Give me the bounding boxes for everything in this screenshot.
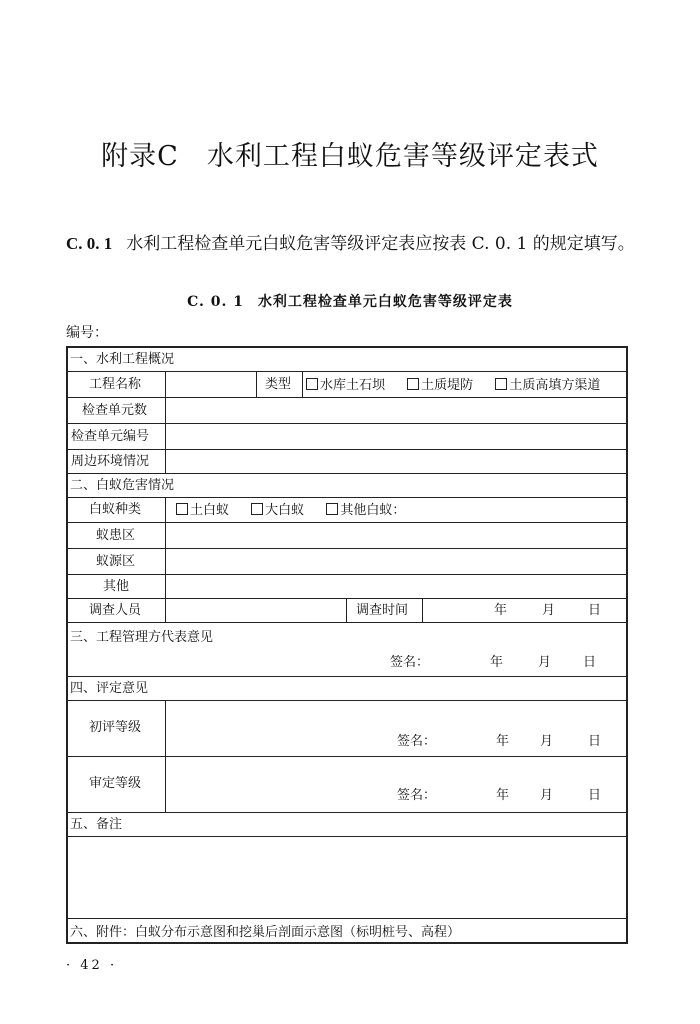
section3-day: 日 <box>583 655 597 670</box>
checkbox-icon[interactable] <box>326 503 338 515</box>
checkbox-icon[interactable] <box>495 378 507 390</box>
initial-grade-day: 日 <box>588 734 602 749</box>
row-divider <box>68 371 626 372</box>
checkbox-icon[interactable] <box>306 378 318 390</box>
column-divider <box>165 497 166 622</box>
row-divider <box>68 812 626 813</box>
section3-sign-label: 签名： <box>390 655 430 670</box>
section2-title: 二、白蚁危害情况 <box>70 478 175 493</box>
row-divider <box>68 574 626 575</box>
species-options <box>176 503 405 517</box>
column-divider <box>302 371 303 397</box>
section1-title: 一、水利工程概况 <box>70 352 175 367</box>
final-grade-sign-label: 签名： <box>397 788 437 803</box>
row-divider <box>68 397 626 398</box>
section6-title: 六、附件：白蚁分布示意图和挖巢后剖面示意图（标明桩号、高程） <box>70 925 461 940</box>
initial-grade-year: 年 <box>496 734 510 749</box>
checkbox-icon[interactable] <box>251 503 263 515</box>
column-divider <box>346 598 347 622</box>
species-option-soil[interactable]: 土白蚁 <box>176 503 229 518</box>
serial-number-label: 编号： <box>66 325 108 341</box>
initial-grade-label: 初评等级 <box>89 720 142 735</box>
final-grade-month: 月 <box>540 788 554 803</box>
row-divider <box>68 676 626 677</box>
section5-title: 五、备注 <box>70 817 123 832</box>
table-caption-text: 水利工程检查单元白蚁危害等级评定表 <box>257 294 513 310</box>
row-divider <box>68 756 626 757</box>
investigator-label: 调查人员 <box>89 603 142 618</box>
unit-number-label: 检查单元编号 <box>71 429 150 444</box>
infested-area-label: 蚁患区 <box>96 528 136 543</box>
type-option-reservoir[interactable]: 水库土石坝 <box>306 378 385 393</box>
clause-text: 水利工程检查单元白蚁危害等级评定表应按表 C. 0. 1 的规定填写。 <box>126 234 635 254</box>
row-divider <box>68 449 626 450</box>
row-divider <box>68 497 626 498</box>
appendix-title: 附录C 水利工程白蚁危害等级评定表式 <box>101 141 599 172</box>
table-number: C. 0. 1 <box>187 294 244 310</box>
survey-year: 年 <box>494 603 508 618</box>
type-label: 类型 <box>265 377 292 392</box>
unit-count-label: 检查单元数 <box>82 403 148 418</box>
row-divider <box>68 548 626 549</box>
environment-label: 周边环境情况 <box>71 454 150 469</box>
final-grade-day: 日 <box>588 788 602 803</box>
row-divider <box>68 598 626 599</box>
section4-title: 四、评定意见 <box>70 681 149 696</box>
evaluation-form <box>66 346 628 944</box>
checkbox-icon[interactable] <box>176 503 188 515</box>
section3-year: 年 <box>490 655 504 670</box>
row-divider <box>68 700 626 701</box>
survey-time-label: 调查时间 <box>356 603 409 618</box>
source-area-label: 蚁源区 <box>96 554 136 569</box>
clause-number: C. 0. 1 <box>66 234 113 253</box>
column-divider <box>256 371 257 397</box>
row-divider <box>68 522 626 523</box>
section3-month: 月 <box>538 655 552 670</box>
row-divider <box>68 423 626 424</box>
column-divider <box>165 700 166 812</box>
initial-grade-month: 月 <box>540 734 554 749</box>
species-option-other[interactable]: 其他白蚁： <box>326 503 405 518</box>
column-divider <box>422 598 423 622</box>
species-option-large[interactable]: 大白蚁 <box>251 503 304 518</box>
type-option-levee[interactable]: 土质堤防 <box>407 378 473 393</box>
row-divider <box>68 622 626 623</box>
survey-month: 月 <box>542 603 556 618</box>
species-label: 白蚁种类 <box>89 502 142 517</box>
project-name-label: 工程名称 <box>89 377 142 392</box>
type-option-canal[interactable]: 土质高填方渠道 <box>495 378 600 393</box>
final-grade-year: 年 <box>496 788 510 803</box>
table-caption <box>0 291 700 311</box>
row-divider <box>68 473 626 474</box>
final-grade-label: 审定等级 <box>89 776 142 791</box>
section3-title: 三、工程管理方代表意见 <box>70 630 214 645</box>
page-number: · 42 · <box>66 958 118 973</box>
clause-paragraph <box>66 228 646 260</box>
row-divider <box>68 918 626 919</box>
initial-grade-sign-label: 签名： <box>397 734 437 749</box>
survey-day: 日 <box>588 603 602 618</box>
type-options <box>306 378 600 392</box>
column-divider <box>165 371 166 473</box>
checkbox-icon[interactable] <box>407 378 419 390</box>
row-divider <box>68 836 626 837</box>
other-label: 其他 <box>103 579 130 594</box>
